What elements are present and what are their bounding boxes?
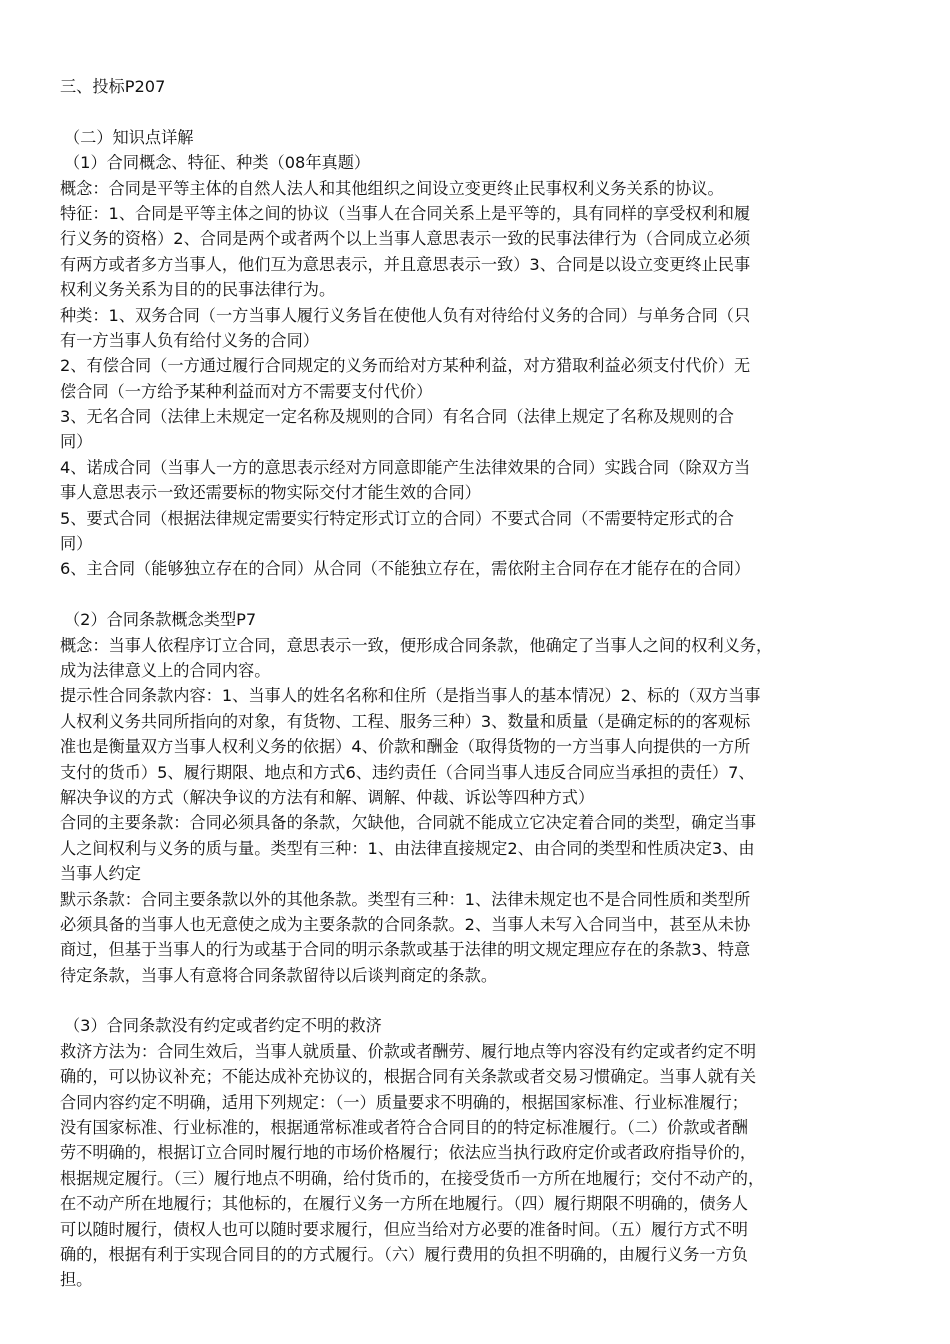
text-line: 6、主合同（能够独立存在的合同）从合同（不能独立存在，需依附主合同存在才能存在的合同） [60, 559, 751, 579]
text-line: 待定条款，当事人有意将合同条款留待以后谈判商定的条款。 [60, 965, 498, 985]
text-line: 商过，但基于当事人的行为或基于合同的明示条款或基于法律的明文规定理应存在的条款3、特意 [60, 940, 751, 960]
text-line: 救济方法为：合同生效后，当事人就质量、价款或者酬劳、履行地点等内容没有约定或者约定不明 [60, 1041, 757, 1061]
text-line: 劳不明确的，根据订立合同时履行地的市场价格履行；依法应当执行政府定价或者政府指导价的， [60, 1143, 757, 1163]
section-subtitle: （1）合同概念、特征、种类（08年真题） [64, 153, 371, 173]
text-line: 可以随时履行，债权人也可以随时要求履行，但应当给对方必要的准备时间。（五）履行方式不明 [60, 1219, 748, 1239]
text-line: 同） [60, 432, 93, 452]
text-line: 2、有偿合同（一方通过履行合同规定的义务而给对方某种利益，对方猎取利益必须支付代价）无 [60, 356, 751, 376]
text-line: 支付的货币）5、履行期限、地点和方式6、违约责任（合同当事人违反合同应当承担的责任）7、 [60, 762, 755, 782]
text-line: 4、诺成合同（当事人一方的意思表示经对方同意即能产生法律效果的合同）实践合同（除双方当 [60, 457, 751, 477]
text-line: 有两方或者多方当事人，他们互为意思表示，并且意思表示一致）3、合同是以设立变更终止民事 [60, 254, 751, 274]
text-line: 当事人约定 [60, 864, 141, 884]
text-line: 合同的主要条款：合同必须具备的条款，欠缺他，合同就不能成立它决定着合同的类型，确定当事 [60, 813, 757, 833]
text-line: 提示性合同条款内容：1、当事人的姓名名称和住所（是指当事人的基本情况）2、标的（双方当事 [60, 686, 761, 706]
text-line: 确的，可以协议补充；不能达成补充协议的，根据合同有关条款或者交易习惯确定。当事人就有关 [60, 1067, 757, 1087]
text-line: 5、要式合同（根据法律规定需要实行特定形式订立的合同）不要式合同（不需要特定形式的合 [60, 508, 734, 528]
text-line: 事人意思表示一致还需要标的物实际交付才能生效的合同） [60, 483, 481, 503]
section-title: （二）知识点详解 [64, 127, 194, 147]
section-subtitle: （2）合同条款概念类型P7 [64, 610, 257, 630]
text-line: 在不动产所在地履行；其他标的，在履行义务一方所在地履行。（四）履行期限不明确的，债务人 [60, 1194, 748, 1214]
text-line: 权利义务关系为目的的民事法律行为。 [60, 280, 336, 300]
text-line: 种类：1、双务合同（一方当事人履行义务旨在使他人负有对待给付义务的合同）与单务合同（只 [60, 305, 751, 325]
blank-line [60, 582, 892, 607]
text-line: 人之间权利与义务的质与量。类型有三种：1、由法律直接规定2、由合同的类型和性质决定3、由 [60, 838, 755, 858]
heading-bid: 三、投标P207 [60, 77, 166, 96]
text-line: 准也是衡量双方当事人权利义务的依据）4、价款和酬金（取得货物的一方当事人向提供的一方所 [60, 737, 751, 757]
text-line: 担。 [60, 1270, 93, 1290]
text-line: 人权利义务共同所指向的对象，有货物、工程、服务三种）3、数量和质量（是确定标的的客观标 [60, 711, 751, 731]
text-line: 成为法律意义上的合同内容。 [60, 660, 271, 680]
text-line: 概念：合同是平等主体的自然人法人和其他组织之间设立变更终止民事权利义务关系的协议。 [60, 178, 724, 198]
text-line: 概念：当事人依程序订立合同，意思表示一致，便形成合同条款，他确定了当事人之间的权利义务， [60, 635, 773, 655]
text-line: 特征：1、合同是平等主体之间的协议（当事人在合同关系上是平等的，具有同样的享受权利和履 [60, 203, 751, 223]
text-line: 根据规定履行。（三）履行地点不明确，给付货币的，在接受货币一方所在地履行；交付不动产的， [60, 1168, 765, 1188]
blank-line [60, 988, 892, 1013]
blank-line [60, 99, 892, 124]
text-line: 确的，根据有利于实现合同目的的方式履行。（六）履行费用的负担不明确的，由履行义务一方负 [60, 1244, 748, 1264]
text-line: 3、无名合同（法律上未规定一定名称及规则的合同）有名合同（法律上规定了名称及规则的合 [60, 407, 734, 427]
text-line: 有一方当事人负有给付义务的合同） [60, 330, 319, 350]
text-line: 解决争议的方式（解决争议的方法有和解、调解、仲裁、诉讼等四种方式） [60, 787, 595, 807]
section-subtitle: （3）合同条款没有约定或者约定不明的救济 [64, 1016, 382, 1036]
text-line: 行义务的资格）2、合同是两个或者两个以上当事人意思表示一致的民事法律行为（合同成立必须 [60, 229, 751, 249]
text-line: 默示条款：合同主要条款以外的其他条款。类型有三种：1、法律未规定也不是合同性质和类型所 [60, 889, 751, 909]
text-line: 合同内容约定不明确，适用下列规定：（一）质量要求不明确的，根据国家标准、行业标准履行； [60, 1092, 748, 1112]
text-line: 同） [60, 534, 93, 554]
document-page [60, 74, 892, 1293]
text-line: 偿合同（一方给予某种利益而对方不需要支付代价） [60, 381, 433, 401]
text-line: 没有国家标准、行业标准的，根据通常标准或者符合合同目的的特定标准履行。（二）价款或者酬 [60, 1118, 748, 1138]
text-line: 必须具备的当事人也无意使之成为主要条款的合同条款。2、当事人未写入合同当中，甚至从未协 [60, 914, 751, 934]
